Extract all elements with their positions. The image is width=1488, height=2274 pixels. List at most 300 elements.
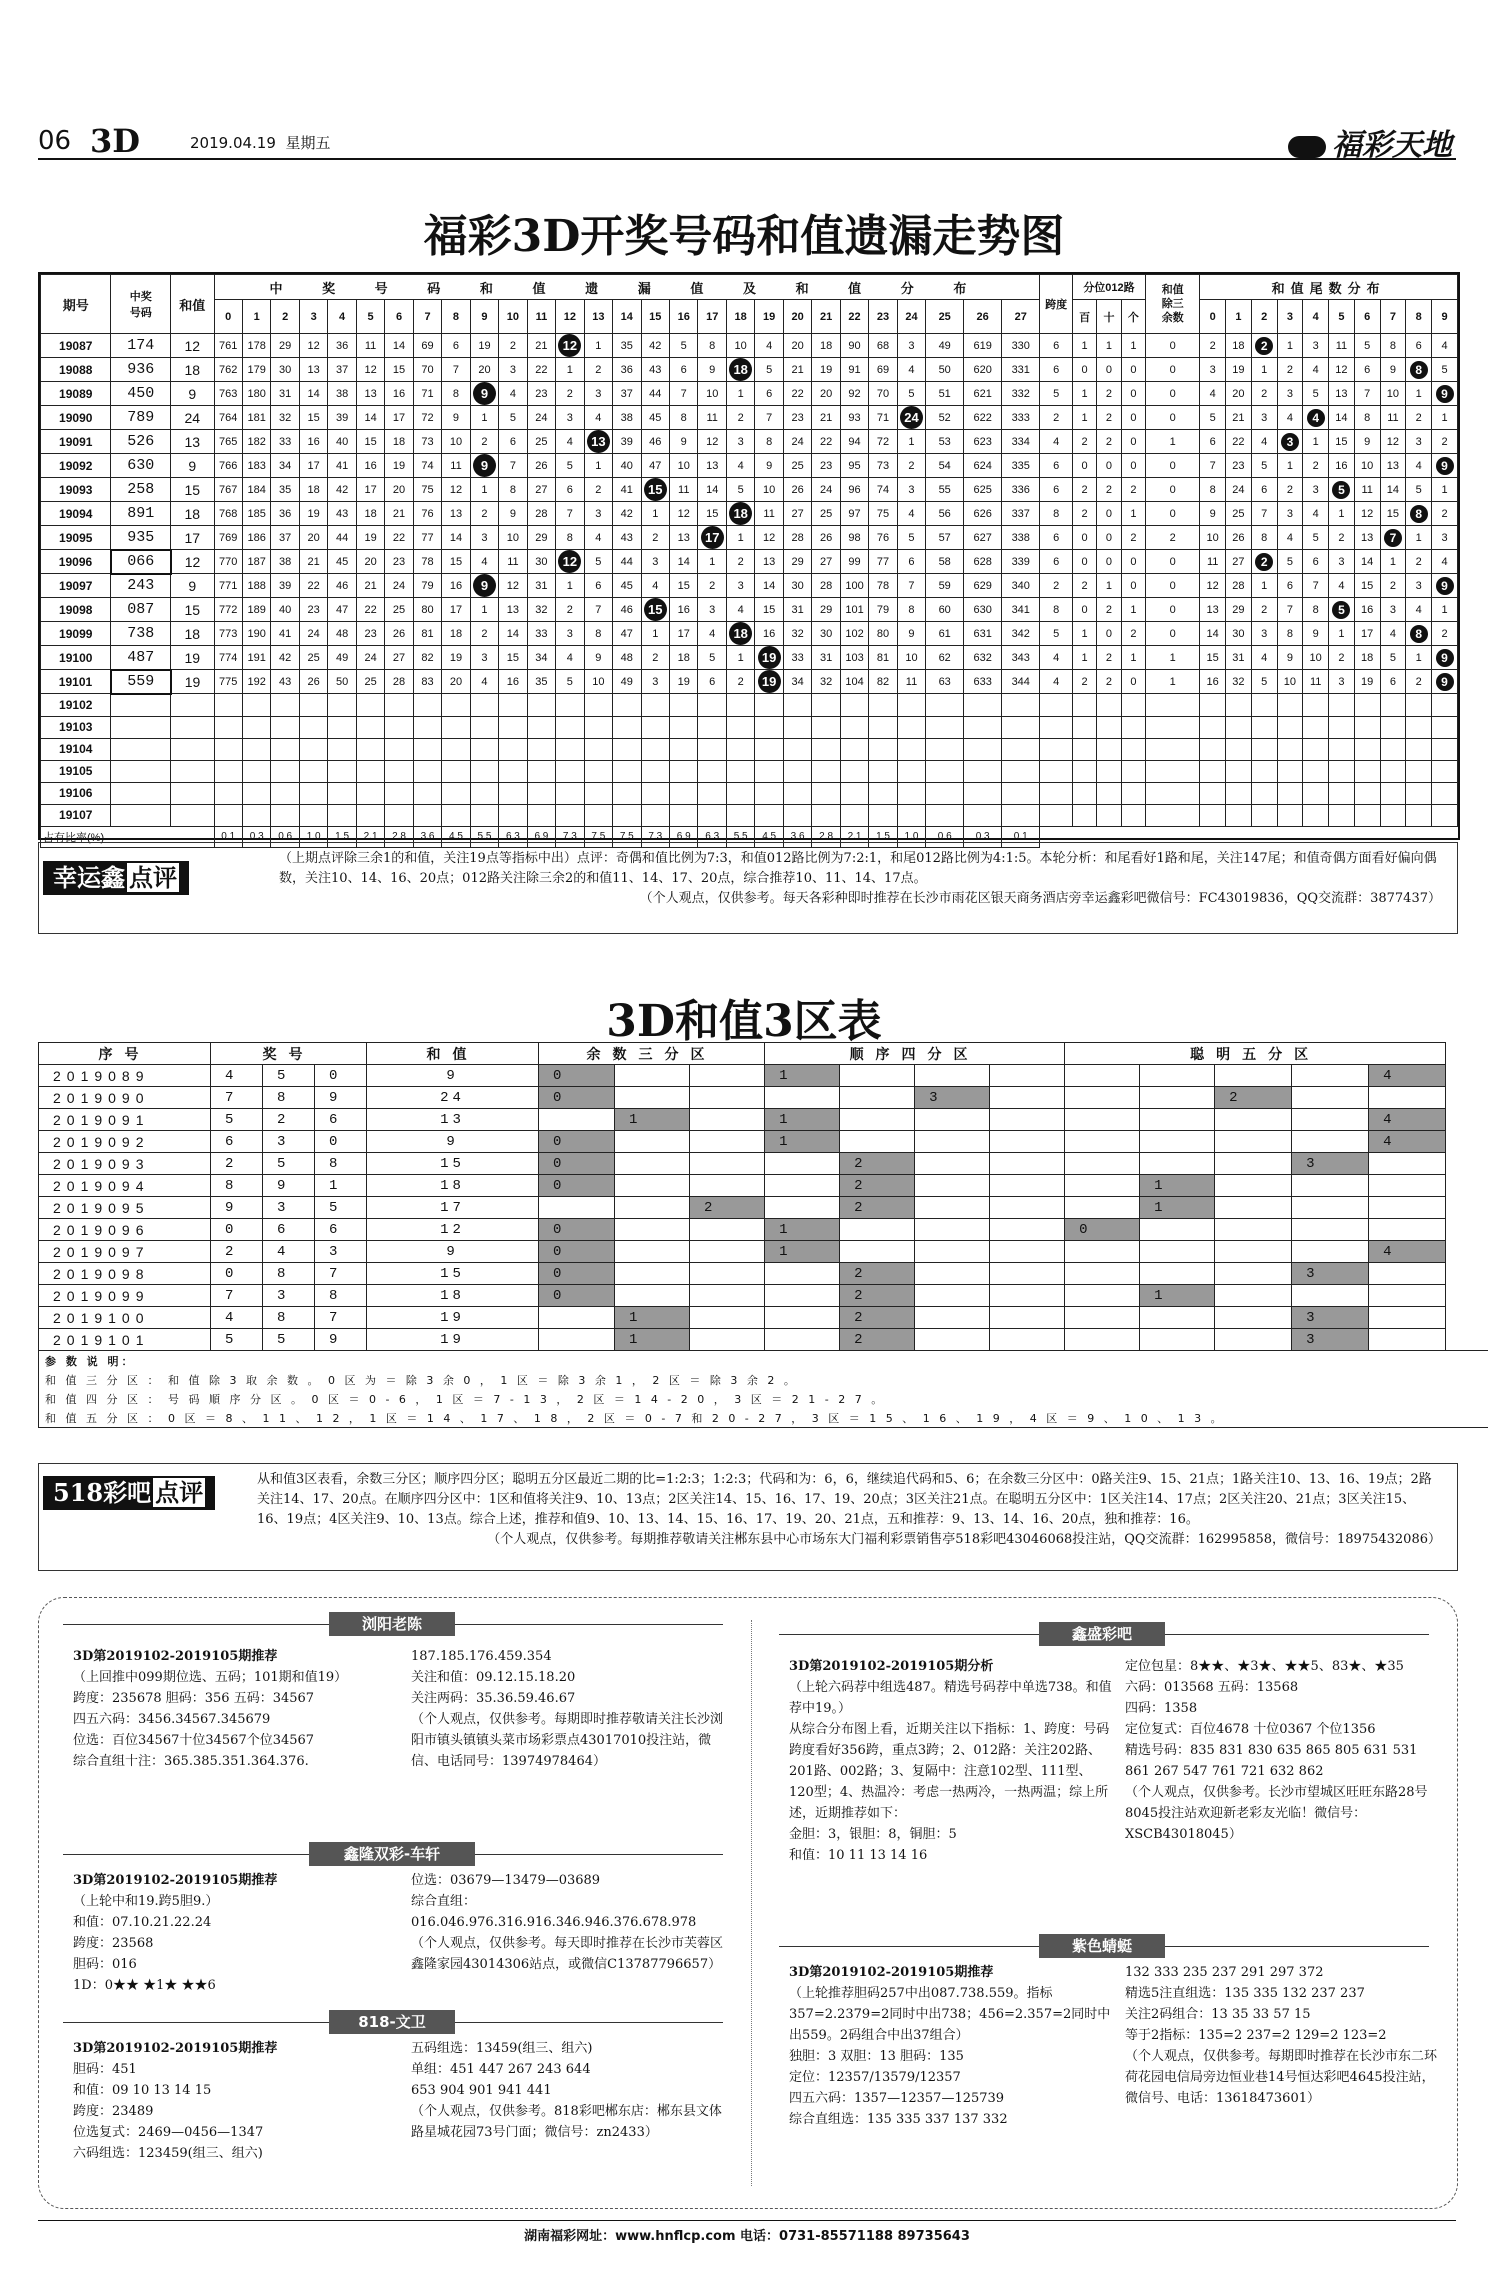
zone-cell — [690, 1065, 765, 1087]
omission-cell: 2 — [470, 430, 498, 454]
omission-cell: 181 — [242, 406, 270, 430]
empty-cell — [964, 694, 1002, 717]
empty-cell — [897, 716, 925, 738]
sum-col-14: 14 — [613, 300, 641, 334]
omission-cell: 330 — [1002, 334, 1040, 358]
zone-cell — [990, 1087, 1065, 1109]
omission-cell: 38 — [271, 550, 299, 574]
issue-cell: 19104 — [41, 738, 111, 760]
empty-cell — [242, 782, 270, 804]
zone-cell: 1 — [765, 1065, 840, 1087]
zone-row — [39, 1109, 1488, 1131]
sum-hit-marker: 18 — [729, 622, 752, 645]
omission-cell: 75 — [869, 502, 897, 526]
page-number: 06 — [38, 126, 72, 156]
zone-head-numbers: 奖号 — [211, 1043, 367, 1065]
zone-cell — [915, 1175, 990, 1197]
fenwei-cell: 1 — [1072, 382, 1096, 406]
omission-cell: 7 — [442, 358, 470, 382]
tail-cell: 28 — [1226, 574, 1252, 598]
empty-cell — [171, 782, 214, 804]
tail-hit-marker: 7 — [1384, 529, 1402, 547]
empty-cell — [641, 804, 669, 826]
tail-cell: 4 — [1200, 382, 1226, 406]
empty-cell — [214, 716, 242, 738]
sum-col-11: 11 — [527, 300, 555, 334]
sum-col-17: 17 — [698, 300, 726, 334]
zone-cell — [990, 1329, 1065, 1351]
empty-cell — [783, 804, 811, 826]
zone-cell — [1065, 1109, 1140, 1131]
omission-cell: 8 — [442, 382, 470, 406]
tail-cell: 4 — [1277, 526, 1303, 550]
empty-cell — [641, 694, 669, 717]
span-cell: 2 — [1040, 574, 1073, 598]
omission-cell: 767 — [214, 478, 242, 502]
omission-cell: 33 — [527, 622, 555, 646]
empty-cell — [613, 804, 641, 826]
trend-row — [41, 358, 1458, 382]
issue-cell: 19103 — [41, 716, 111, 738]
issue-cell: 19093 — [41, 478, 111, 502]
omission-cell: 11 — [755, 502, 783, 526]
empty-cell — [356, 738, 384, 760]
zone-cell — [1065, 1131, 1140, 1153]
sum-col-18: 18 — [726, 300, 754, 334]
omission-cell: 2 — [556, 382, 584, 406]
empty-cell — [783, 738, 811, 760]
sum-hit-cell — [755, 670, 783, 694]
tail-cell: 1 — [1380, 550, 1406, 574]
empty-cell — [242, 694, 270, 717]
zone-cell — [690, 1241, 765, 1263]
fenwei-col-0: 百 — [1072, 300, 1096, 334]
sum-hit-cell — [726, 502, 754, 526]
tail-cell: 21 — [1226, 406, 1252, 430]
zone-cell — [539, 1197, 615, 1219]
omission-cell: 13 — [442, 502, 470, 526]
span-cell: 2 — [1040, 406, 1073, 430]
zone-cell — [1369, 1153, 1446, 1175]
empty-cell — [1277, 716, 1303, 738]
panel-tag-liuyang: 浏阳老陈 — [329, 1612, 455, 1636]
fenwei-cell: 0 — [1121, 406, 1145, 430]
zone-cell — [1215, 1131, 1292, 1153]
omission-cell: 6 — [698, 670, 726, 694]
ratio-cell: 0.3 — [242, 826, 270, 847]
ratio-cell: 4.5 — [755, 826, 783, 847]
omission-cell: 5 — [556, 454, 584, 478]
omission-cell: 80 — [869, 622, 897, 646]
ratio-cell: 0.1 — [214, 826, 242, 847]
zone-row — [39, 1307, 1488, 1329]
panel-line: 定位复式：百位4678 十位0367 个位1356 — [1125, 1722, 1376, 1737]
omission-cell: 46 — [613, 598, 641, 622]
fenwei-cell: 2 — [1097, 646, 1121, 670]
panel-tag-xinsheng: 鑫盛彩吧 — [1039, 1622, 1165, 1646]
zone-cell — [990, 1175, 1065, 1197]
zone-head-smart5: 聪明五分区 — [1065, 1043, 1446, 1065]
zone-cell — [1140, 1109, 1215, 1131]
zone-sum: 15 — [367, 1153, 539, 1175]
zone-cell: 0 — [539, 1263, 615, 1285]
tail-col-5: 5 — [1329, 300, 1355, 334]
panel-title: 3D第2019102-2019105期分析 — [789, 1659, 994, 1674]
omission-cell: 95 — [840, 454, 868, 478]
zone-cell — [1065, 1241, 1140, 1263]
win-number-cell: 243 — [111, 574, 171, 598]
issue-cell: 19096 — [41, 550, 111, 574]
omission-cell: 337 — [1002, 502, 1040, 526]
zone-cell — [539, 1307, 615, 1329]
omission-cell: 761 — [214, 334, 242, 358]
omission-cell: 26 — [527, 454, 555, 478]
sum-hit-cell — [470, 382, 498, 406]
zone-cell: 3 — [915, 1087, 990, 1109]
tail-cell: 5 — [1251, 670, 1277, 694]
empty-cell — [171, 738, 214, 760]
omission-cell: 39 — [271, 574, 299, 598]
omission-cell: 37 — [613, 382, 641, 406]
tail-col-4: 4 — [1303, 300, 1329, 334]
zone-cell — [915, 1131, 990, 1153]
omission-cell: 20 — [442, 670, 470, 694]
tail-cell: 22 — [1226, 430, 1252, 454]
omission-cell: 13 — [698, 454, 726, 478]
sum-cell: 9 — [171, 382, 214, 406]
zone-issue: 2019092 — [39, 1131, 211, 1153]
omission-cell: 50 — [328, 670, 356, 694]
omission-cell: 13 — [670, 526, 698, 550]
panel-line: 653 904 901 941 441 — [411, 2083, 552, 2098]
fenwei-cell: 0 — [1121, 454, 1145, 478]
tail-cell: 2 — [1329, 646, 1355, 670]
empty-cell — [1303, 760, 1329, 782]
empty-cell — [1040, 804, 1073, 826]
omission-cell: 83 — [413, 670, 441, 694]
empty-cell — [584, 760, 612, 782]
empty-cell — [926, 694, 964, 717]
empty-cell — [1146, 804, 1200, 826]
omission-cell: 4 — [897, 358, 925, 382]
omission-cell: 4 — [470, 550, 498, 574]
empty-cell — [698, 694, 726, 717]
tag-suffix: 点评 — [155, 1478, 204, 1507]
zone-cell — [1292, 1197, 1369, 1219]
omission-cell: 72 — [413, 406, 441, 430]
omission-cell: 192 — [242, 670, 270, 694]
zone-cell: 0 — [539, 1153, 615, 1175]
fenwei-cell: 2 — [1072, 574, 1096, 598]
omission-cell: 623 — [964, 430, 1002, 454]
zone-issue: 2019101 — [39, 1329, 211, 1351]
tail-cell: 16 — [1354, 598, 1380, 622]
win-number-cell: 559 — [111, 670, 171, 694]
empty-cell — [470, 694, 498, 717]
tail-cell: 2 — [1277, 358, 1303, 382]
omission-cell: 49 — [613, 670, 641, 694]
omission-cell: 765 — [214, 430, 242, 454]
omission-cell: 68 — [869, 334, 897, 358]
omission-cell: 2 — [584, 358, 612, 382]
zone-cell: 0 — [539, 1087, 615, 1109]
zone-sum: 13 — [367, 1109, 539, 1131]
tail-cell: 2 — [1251, 598, 1277, 622]
zone-digit: 8 — [211, 1175, 263, 1197]
tail-cell: 4 — [1380, 622, 1406, 646]
empty-cell — [1251, 738, 1277, 760]
sum-hit-cell — [556, 550, 584, 574]
omission-cell: 10 — [755, 478, 783, 502]
empty-cell — [413, 760, 441, 782]
omission-cell: 32 — [812, 670, 840, 694]
omission-cell: 31 — [527, 574, 555, 598]
empty-cell — [1200, 716, 1226, 738]
zone-cell — [990, 1219, 1065, 1241]
zone-cell — [690, 1109, 765, 1131]
omission-cell: 71 — [413, 382, 441, 406]
fenwei-cell: 0 — [1072, 526, 1096, 550]
omission-cell: 49 — [926, 334, 964, 358]
omission-cell: 25 — [385, 598, 413, 622]
empty-cell — [1072, 738, 1096, 760]
zone-note-row — [39, 1389, 1488, 1408]
empty-cell — [1432, 782, 1458, 804]
span-cell: 8 — [1040, 502, 1073, 526]
omission-cell: 624 — [964, 454, 1002, 478]
omission-cell: 31 — [783, 598, 811, 622]
empty-cell — [1354, 782, 1380, 804]
omission-cell: 622 — [964, 406, 1002, 430]
empty-cell — [470, 782, 498, 804]
omission-cell: 23 — [783, 406, 811, 430]
zone-cell: 2 — [840, 1175, 915, 1197]
panel-line: 四五六码：3456.34567.345679 — [73, 1712, 271, 1727]
zone-sum: 19 — [367, 1329, 539, 1351]
zone-cell — [615, 1065, 690, 1087]
empty-cell — [812, 760, 840, 782]
trend-row-empty — [41, 694, 1458, 717]
tail-cell: 2 — [1432, 430, 1458, 454]
zone-row — [39, 1087, 1488, 1109]
span-cell: 5 — [1040, 622, 1073, 646]
empty-cell — [499, 738, 527, 760]
zone-digit: 5 — [263, 1153, 315, 1175]
empty-cell — [470, 804, 498, 826]
omission-cell: 93 — [840, 406, 868, 430]
empty-cell — [1200, 782, 1226, 804]
tail-cell: 6 — [1277, 574, 1303, 598]
omission-cell: 184 — [242, 478, 270, 502]
win-number-cell: 087 — [111, 598, 171, 622]
omission-cell: 63 — [926, 670, 964, 694]
tail-cell: 23 — [1226, 454, 1252, 478]
trend-row-empty — [41, 804, 1458, 826]
span-cell: 8 — [1040, 598, 1073, 622]
zone-row — [39, 1153, 1488, 1175]
mod3-cell: 0 — [1146, 334, 1200, 358]
sum-hit-marker: 18 — [729, 502, 752, 525]
omission-cell: 2 — [556, 598, 584, 622]
omission-cell: 2 — [726, 670, 754, 694]
zone-digit: 9 — [315, 1329, 367, 1351]
empty-cell — [584, 716, 612, 738]
panel-line: 四五六码：1357—12357—125739 — [789, 2091, 1005, 2106]
omission-cell: 101 — [840, 598, 868, 622]
weekday-text: 星期五 — [285, 134, 331, 152]
tail-cell: 9 — [1303, 622, 1329, 646]
zone-cell: 2 — [1215, 1087, 1292, 1109]
omission-cell: 621 — [964, 382, 1002, 406]
omission-cell: 2 — [499, 334, 527, 358]
zone-issue: 2019100 — [39, 1307, 211, 1329]
empty-cell — [556, 738, 584, 760]
empty-cell — [1200, 760, 1226, 782]
zone-cell: 3 — [1292, 1307, 1369, 1329]
sum-col-16: 16 — [670, 300, 698, 334]
zone-digit: 7 — [315, 1263, 367, 1285]
empty-cell — [1200, 694, 1226, 717]
omission-cell: 37 — [328, 358, 356, 382]
trend-row — [41, 646, 1458, 670]
tail-cell: 15 — [1329, 430, 1355, 454]
zone-cell — [690, 1307, 765, 1329]
omission-cell: 11 — [499, 550, 527, 574]
zone-digit: 8 — [315, 1153, 367, 1175]
empty-cell — [499, 716, 527, 738]
ratio-cell: 7.5 — [613, 826, 641, 847]
zone-cell — [765, 1087, 840, 1109]
omission-cell: 37 — [271, 526, 299, 550]
empty-cell — [299, 694, 327, 717]
zone-cell — [990, 1109, 1065, 1131]
zone-sum: 9 — [367, 1241, 539, 1263]
page-header — [38, 122, 1456, 163]
empty-cell — [1329, 716, 1355, 738]
tail-cell: 5 — [1380, 646, 1406, 670]
empty-cell — [328, 716, 356, 738]
tail-cell: 3 — [1303, 478, 1329, 502]
zone-row — [39, 1219, 1488, 1241]
omission-cell: 8 — [755, 430, 783, 454]
omission-cell: 4 — [641, 574, 669, 598]
omission-cell: 5 — [499, 406, 527, 430]
omission-cell: 12 — [698, 430, 726, 454]
omission-cell: 103 — [840, 646, 868, 670]
zone-cell — [690, 1153, 765, 1175]
omission-cell: 19 — [385, 454, 413, 478]
ratio-cell: 3.6 — [413, 826, 441, 847]
omission-cell: 21 — [783, 358, 811, 382]
omission-cell: 766 — [214, 454, 242, 478]
zone-digit: 2 — [211, 1153, 263, 1175]
omission-cell: 344 — [1002, 670, 1040, 694]
omission-cell: 4 — [726, 454, 754, 478]
tail-cell: 17 — [1354, 622, 1380, 646]
zone-cell — [690, 1285, 765, 1307]
empty-cell — [214, 738, 242, 760]
trend-row — [41, 334, 1458, 358]
tail-cell: 4 — [1432, 550, 1458, 574]
empty-cell — [1226, 716, 1252, 738]
zone-cell — [1292, 1087, 1369, 1109]
omission-cell: 24 — [527, 406, 555, 430]
omission-cell: 3 — [470, 526, 498, 550]
sum-hit-cell — [755, 646, 783, 670]
omission-cell: 14 — [499, 622, 527, 646]
omission-cell: 22 — [783, 382, 811, 406]
empty-cell — [527, 760, 555, 782]
zone-digit: 8 — [263, 1263, 315, 1285]
zone-head-mod3: 余数三分区 — [539, 1043, 765, 1065]
omission-cell: 5 — [670, 334, 698, 358]
sum-col-9: 9 — [470, 300, 498, 334]
omission-cell: 1 — [470, 478, 498, 502]
zone-row — [39, 1131, 1488, 1153]
span-cell: 5 — [1040, 382, 1073, 406]
omission-cell: 4 — [584, 526, 612, 550]
tail-hit-marker: 5 — [1332, 601, 1350, 619]
zone-cell: 0 — [1065, 1219, 1140, 1241]
trend-row — [41, 382, 1458, 406]
omission-cell: 41 — [613, 478, 641, 502]
empty-cell — [299, 738, 327, 760]
trend-row-empty — [41, 782, 1458, 804]
zone-title: 3D和值3区表 — [606, 996, 882, 1047]
zone-cell — [1140, 1307, 1215, 1329]
omission-cell: 42 — [613, 502, 641, 526]
zone-cell — [1292, 1065, 1369, 1087]
tail-cell: 2 — [1406, 550, 1432, 574]
empty-cell — [556, 804, 584, 826]
omission-cell: 1 — [470, 406, 498, 430]
omission-cell: 4 — [556, 646, 584, 670]
tail-cell: 4 — [1406, 454, 1432, 478]
omission-cell: 20 — [812, 382, 840, 406]
empty-cell — [812, 782, 840, 804]
omission-cell: 7 — [670, 382, 698, 406]
tail-cell: 6 — [1251, 478, 1277, 502]
tail-cell: 8 — [1277, 622, 1303, 646]
omission-cell: 100 — [840, 574, 868, 598]
empty-cell — [641, 716, 669, 738]
omission-cell: 22 — [356, 598, 384, 622]
tail-hit-cell — [1432, 382, 1458, 406]
fenwei-cell: 1 — [1072, 622, 1096, 646]
empty-cell — [1432, 694, 1458, 717]
omission-cell: 25 — [527, 430, 555, 454]
empty-cell — [783, 694, 811, 717]
sum-col-23: 23 — [869, 300, 897, 334]
recommendation-panels — [38, 1597, 1458, 2209]
empty-cell — [869, 782, 897, 804]
omission-cell: 5 — [698, 646, 726, 670]
omission-cell: 38 — [613, 406, 641, 430]
omission-cell: 40 — [328, 430, 356, 454]
win-number-cell: 174 — [111, 334, 171, 358]
col-head-issue: 期号 — [41, 275, 111, 334]
win-number-cell: 630 — [111, 454, 171, 478]
omission-cell: 11 — [670, 478, 698, 502]
zone-cell — [1215, 1219, 1292, 1241]
omission-cell: 99 — [840, 550, 868, 574]
tail-cell: 16 — [1329, 454, 1355, 478]
tail-cell: 11 — [1354, 478, 1380, 502]
empty-cell — [1303, 804, 1329, 826]
sum-cell: 19 — [171, 670, 214, 694]
omission-cell: 26 — [812, 526, 840, 550]
sum-col-3: 3 — [299, 300, 327, 334]
